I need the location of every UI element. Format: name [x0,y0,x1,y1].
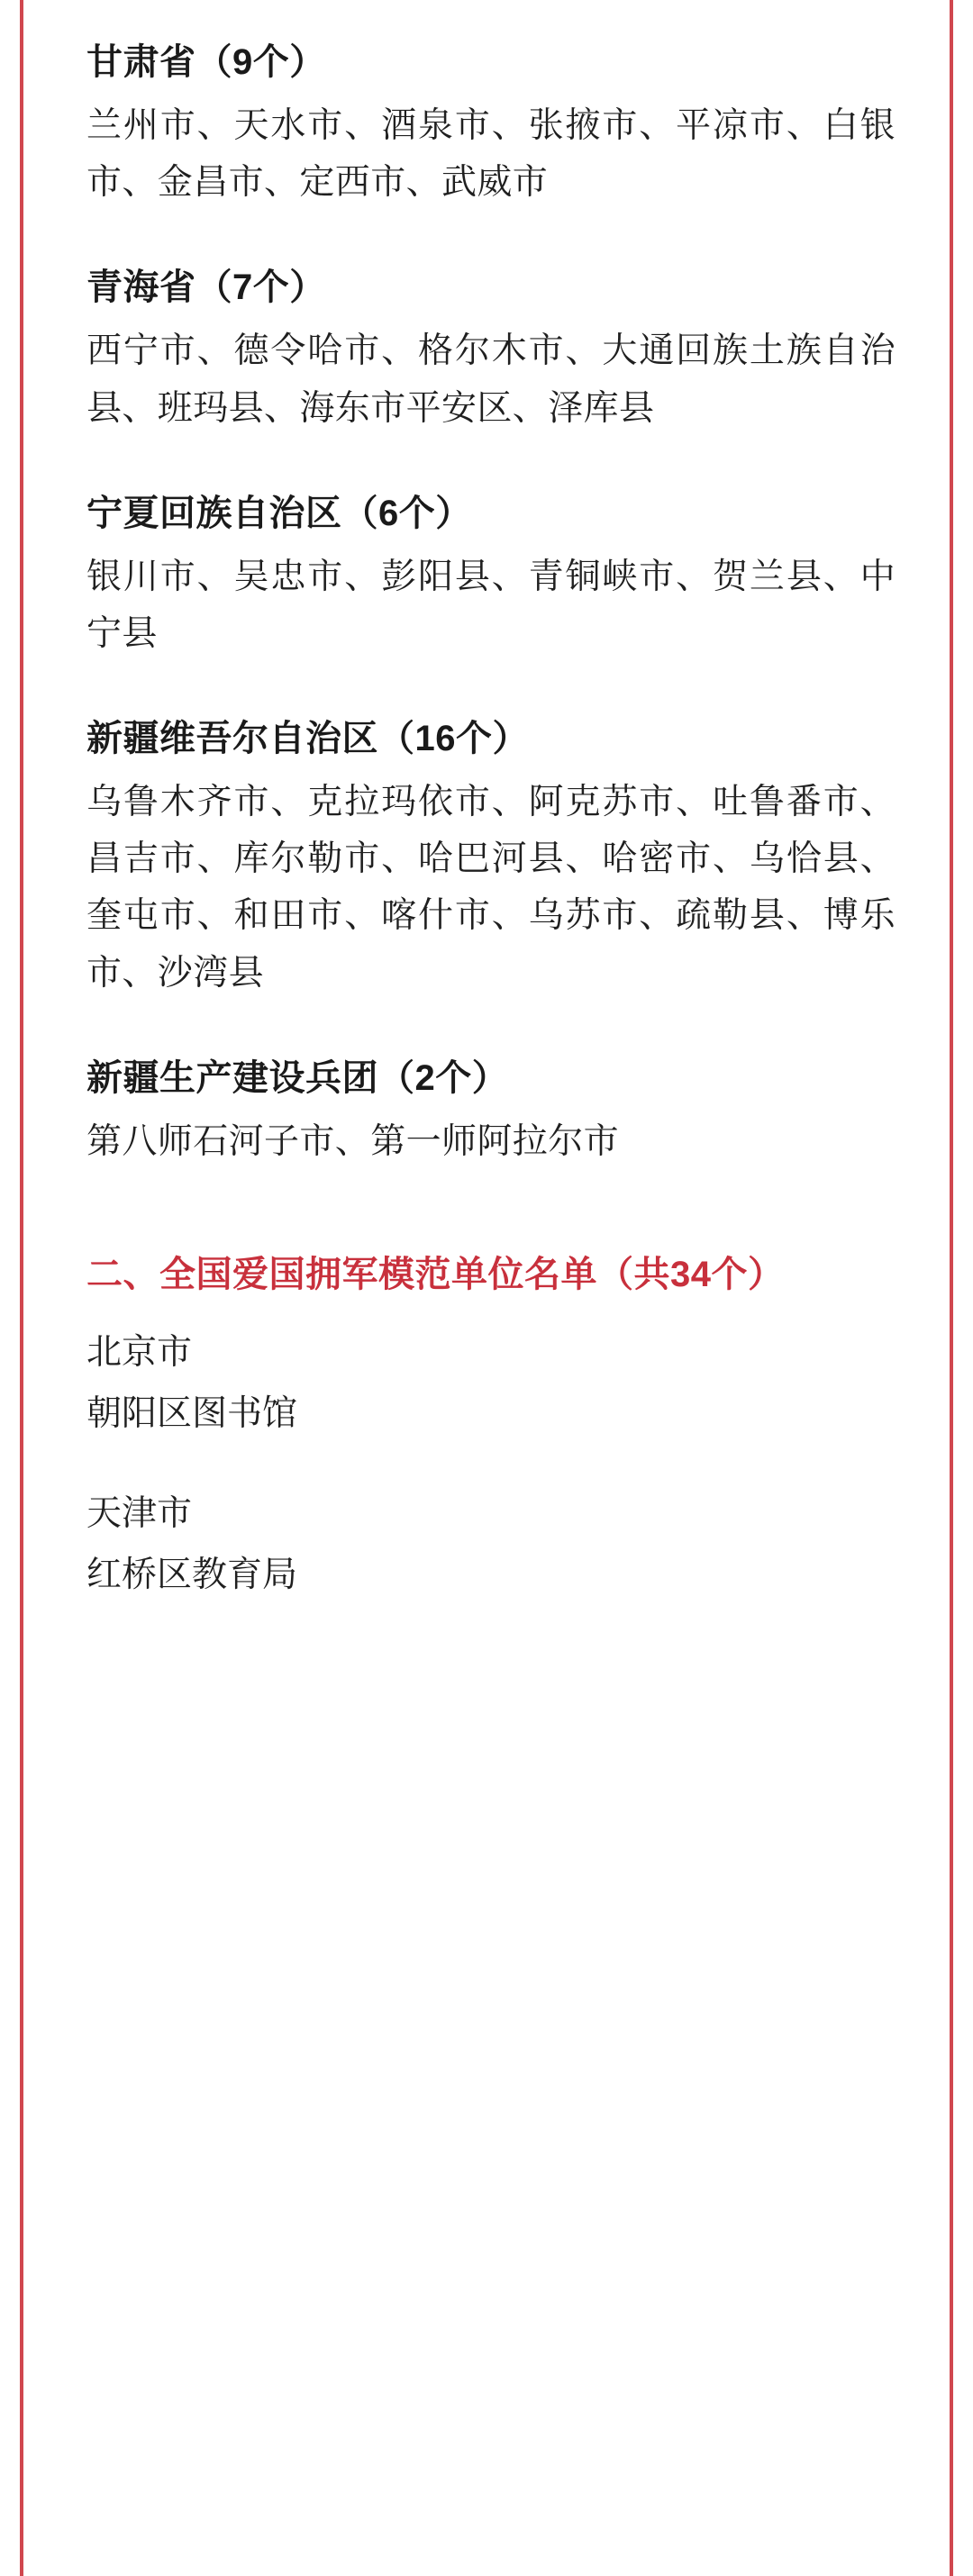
right-red-rule [950,0,953,2576]
province-block-xpcc [86,1052,896,1170]
entry-city: 北京市 [86,1332,193,1372]
left-red-rule [20,0,23,2576]
province-block-xinjiang [86,712,896,1002]
entry-city: 天津市 [86,1493,193,1533]
province-title: 新疆生产建设兵团（2个） [86,1057,509,1098]
province-block-qinghai [86,261,896,436]
section-heading: 二、全国爱国拥军模范单位名单（共34个） [86,1254,785,1294]
province-city-list: 银川市、吴忠市、彭阳县、青铜峡市、贺兰县、中宁县 [86,557,896,653]
province-city-list: 乌鲁木齐市、克拉玛依市、阿克苏市、吐鲁番市、昌吉市、库尔勒市、哈巴河县、哈密市、乌恰县、奎屯市、和田市、喀什市、乌苏市、疏勒县、博乐市、沙湾县 [86,783,896,993]
province-title: 青海省（7个） [86,268,326,308]
section-two [86,1247,896,1604]
list-item [86,1486,896,1604]
province-city-list: 兰州市、天水市、酒泉市、张掖市、平凉市、白银市、金昌市、定西市、武威市 [86,106,896,203]
entry-unit: 红桥区教育局 [86,1556,298,1595]
list-item [86,1325,896,1443]
province-title: 新疆维吾尔自治区（16个） [86,719,529,759]
province-block-gansu [86,36,896,211]
province-title: 甘肃省（9个） [86,42,326,82]
province-city-list: 第八师石河子市、第一师阿拉尔市 [86,1121,620,1161]
entry-unit: 朝阳区图书馆 [86,1394,298,1434]
province-city-list: 西宁市、德令哈市、格尔木市、大通回族土族自治县、班玛县、海东市平安区、泽库县 [86,331,896,428]
section-spacer [86,1220,896,1247]
province-block-ningxia [86,487,896,662]
province-title: 宁夏回族自治区（6个） [86,493,472,533]
